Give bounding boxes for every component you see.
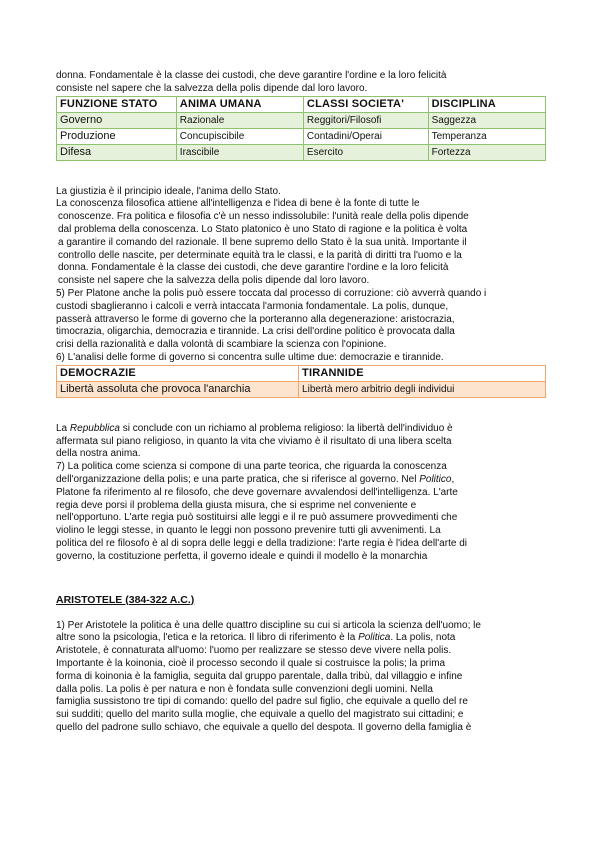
table-cell: Fortezza (428, 144, 545, 160)
intro-line: donna. Fondamentale è la classe dei custodi, che deve garantire l'ordine e la loro felicità (56, 70, 447, 81)
section-heading-aristotele: ARISTOTELE (384-322 A.C.) (56, 593, 195, 606)
table-row (57, 144, 546, 160)
text-line: governo, la costituzione perfetta, il governo ideale e quindi il modello è la monarchia (56, 550, 428, 562)
table-header-cell: FUNZIONE STATO (57, 96, 177, 112)
text-line: crisi della razionalità e dalla volontà di scambiare la scienza con l'opinione. (56, 339, 387, 351)
table-header-cell: TIRANNIDE (299, 365, 546, 381)
text-line: famiglia sussistono tre tipi di comando: quello del padre sul figlio, che equivale a quello del re (56, 696, 468, 708)
text-line: Platone fa riferimento al re filosofo, che deve governare avvalendosi dell'intelligenza. L'arte (56, 486, 458, 498)
table-header-cell: DEMOCRAZIE (57, 365, 299, 381)
text-line: passerà attraverso le forme di governo che la porteranno alla degenerazione: aristocrazia, (56, 313, 455, 325)
text-line: della nostra anima. (56, 448, 141, 460)
table-header-row (57, 365, 546, 381)
table-cell: Saggezza (428, 112, 545, 128)
table-cell: Reggitori/Filosofi (303, 112, 428, 128)
text-line: altre sono la psicologia, l'etica e la retorica. Il libro di riferimento è la Politica. La polis, nota (56, 632, 456, 644)
platone-state-table (56, 96, 546, 161)
text-line: donna. Fondamentale è la classe dei custodi, che deve garantire l'ordine e la loro felicità (58, 262, 449, 274)
table-cell: Contadini/Operai (303, 128, 428, 144)
table-header-row (57, 96, 546, 112)
text-line: La Repubblica si conclude con un richiamo al problema religioso: la libertà dell'individuo è (56, 422, 453, 434)
paragraph-block-repubblica (56, 423, 546, 564)
table-cell: Razionale (176, 112, 303, 128)
text-line: violino le leggi stesse, in quanto le leggi non possono prevenire tutti gli avvenimenti. La (56, 525, 441, 537)
table-cell: Concupiscibile (176, 128, 303, 144)
text-line: 1) Per Aristotele la politica è una delle quattro discipline su cui si articola la scienza dell'uomo; le (56, 619, 481, 631)
table-row (57, 112, 546, 128)
text-line: timocrazia, oligarchia, democrazia e tirannide. La crisi dell'ordine politico è provocata dalla (56, 326, 455, 338)
text-line: affermata sul piano religioso, in quanto la vita che viviamo è il risultato di una libera scelta (56, 435, 452, 447)
text-line: 7) La politica come scienza si compone di una parte teorica, che riguarda la conoscenza (56, 461, 447, 473)
government-forms-table (56, 365, 546, 398)
text-line: custodi sbaglieranno i calcoli e verrà intaccata l'armonia fondamentale. La polis, dunque, (56, 300, 449, 312)
text-line: politica del re filosofo è al di sopra delle leggi e della tradizione: l'arte regia è l'idea dell'arte di (56, 537, 467, 549)
table-cell: Irascibile (176, 144, 303, 160)
table-cell: Governo (57, 112, 177, 128)
text-line: 5) Per Platone anche la polis può essere toccata dal processo di corruzione: ciò avverrà quando i (56, 287, 487, 299)
table-cell: Produzione (57, 128, 177, 144)
text-line: a garantire il comando del razionale. Il bene supremo dello Stato è la sua unità. Importante il (58, 236, 467, 248)
table-cell: Libertà mero arbitrio degli individui (299, 381, 546, 397)
table-cell: Libertà assoluta che provoca l'anarchia (57, 381, 299, 397)
text-line: conoscenze. Fra politica e filosofia c'è un nesso indissolubile: l'unità reale della polis dipende (58, 211, 469, 223)
paragraph-block-justice (56, 186, 546, 365)
text-line: quello del padrone sullo schiavo, che equivale a quello del despota. Il governo della famiglia è (56, 721, 472, 733)
text-line: sui sudditi; quello del marito sulla moglie, che equivale a quello del magistrato sui cittadini; e (56, 709, 464, 721)
text-line: dal problema della conoscenza. Lo Stato platonico è uno Stato di ragione e la politica è volta (58, 223, 468, 235)
text-line: dell'organizzazione della polis; e una parte pratica, che si riferisce al governo. Nel Politico, (56, 473, 455, 485)
text-line: nell'opportuno. L'arte regia può sostituirsi alle leggi e il re può assumere provvedimenti che (56, 512, 458, 524)
text-line: regia deve porsi il problema della giusta misura, che si esprime nel conveniente e (56, 499, 417, 511)
text-line: Aristotele, è connaturata all'uomo: l'uomo per realizzare se stesso deve vivere nella polis. (56, 645, 452, 657)
text-line: La giustizia è il principio ideale, l'anima dello Stato. (56, 185, 281, 197)
table-row (57, 381, 546, 397)
table-header-cell: DISCIPLINA (428, 96, 545, 112)
table-cell: Difesa (57, 144, 177, 160)
table-header-cell: ANIMA UMANA (176, 96, 303, 112)
paragraph-block-aristotele (56, 620, 546, 735)
text-line: 6) L'analisi delle forme di governo si concentra sulle ultime due: democrazie e tirannide. (56, 351, 444, 363)
text-line: consiste nel sapere che la salvezza della polis dipende dal loro lavoro. (58, 275, 370, 287)
text-line: dalla polis. La polis è per natura e non è fondata sulle convenzioni degli uomini. Nella (56, 683, 433, 695)
text-line: Importante è la koinonia, cioè il processo secondo il quale si costruisce la polis; la prima (56, 657, 446, 669)
table-cell: Temperanza (428, 128, 545, 144)
text-line: forma di koinonia è la famiglia, seguita dal gruppo parentale, dalla tribù, dal villaggio e infine (56, 670, 463, 682)
table-cell: Esercito (303, 144, 428, 160)
document-page (56, 70, 546, 735)
text-line: La conoscenza filosofica attiene all'intelligenza e l'idea di bene è la fonte di tutte le (56, 198, 420, 210)
table-row (57, 128, 546, 144)
text-line: controllo delle nascite, per determinate equità tra le classi, e la parità di diritti tra l'uomo e la (58, 249, 462, 261)
table-header-cell: CLASSI SOCIETA' (303, 96, 428, 112)
intro-line: consiste nel sapere che la salvezza della polis dipende dal loro lavoro. (56, 82, 368, 94)
